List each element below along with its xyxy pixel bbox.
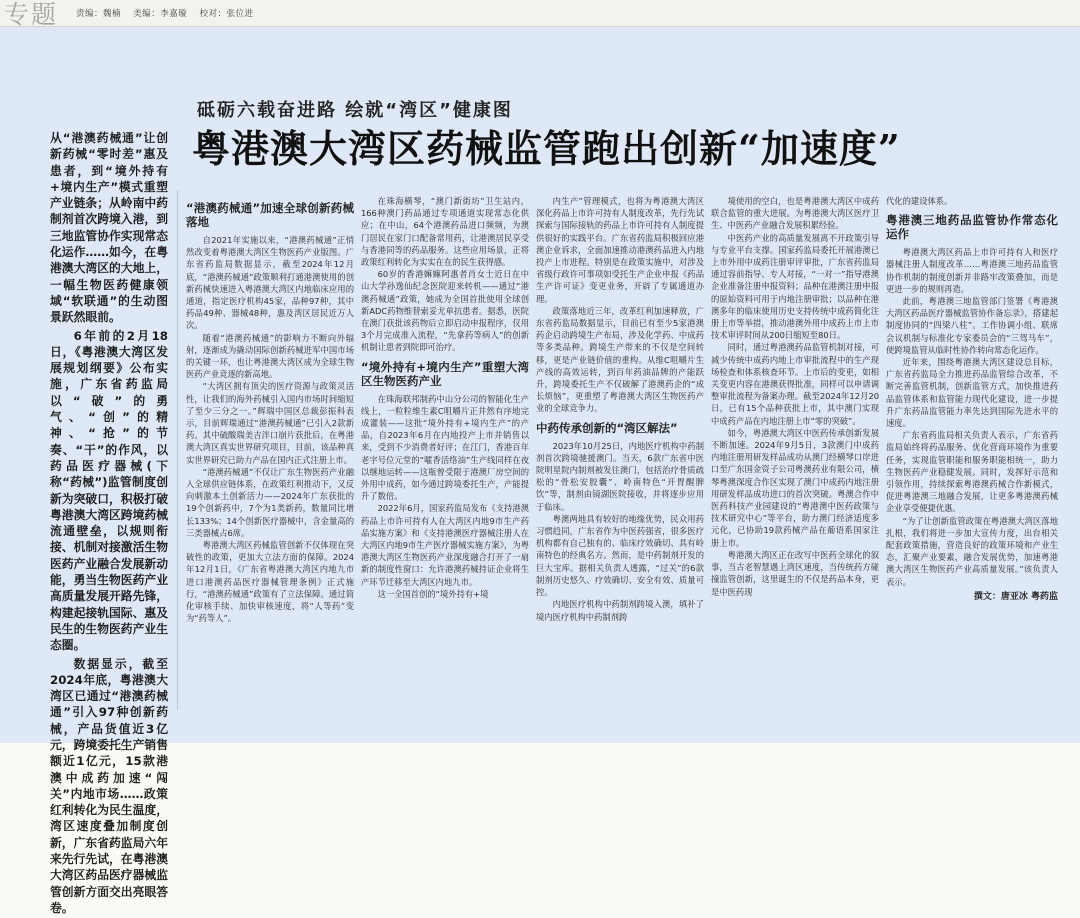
- body-paragraph: 粤港澳大湾区药械监管创新不仅体现在突破性的政策，更加大立法方面的保障。2024年12月1日，《广东省粤港澳大湾区内地九市进口港澳药品医疗器械管理条例》正式施行，“港澳药械通”政策有了立法保障。通过简化审核手续、加快审核速度，将“人等药”变为“药等人”。: [186, 540, 354, 624]
- body-column-5: [886, 195, 1058, 715]
- subheading-tri-region-collaboration: 粤港澳三地药品监管协作常态化运作: [886, 213, 1058, 242]
- article-headline: 粤港澳大湾区药械监管跑出创新“加速度”: [192, 126, 901, 171]
- body-column-3: [536, 195, 704, 715]
- editor-credit: 责编：魏楠: [76, 9, 122, 19]
- subheading-hk-macao-drug-device-access: “港澳药械通”加速全球创新药械落地: [186, 201, 354, 229]
- body-paragraph: 2023年10月25日，内地医疗机构中药制剂首次跨境驰援澳门。当天，6款广东省中医院明星院内制剂被发往澳门，包括治疗骨质疏松的“骨松安胶囊”、岭南特色“开胃醒脾饮”等，制剂由镜湖医院接收，并将逐步应用于临床。: [536, 440, 704, 512]
- body-paragraph: 自2021年实施以来，“港澳药械通”正悄然改变着粤港澳大湾区生物医药产业版图。广东省药监局数据显示，截至2024年12月底，“港澳药械通”政策顺利打通港澳使用的创新药械快速进入粤港澳大湾区内地临床应用的通道，指定医疗机构45家，品种97种，其中药品49种、器械48种，惠及湾区居民近万人次。: [186, 235, 354, 331]
- byline: 撰文：唐亚冰 粤药监: [973, 591, 1058, 602]
- body-paragraph: 60岁的香港嫲嫲阿惠者肖女士近日在中山大学孙逸仙纪念医院迎来转机——通过“港澳药械通”政策，她成为全国首批使用全球创新ADC药物维替索妥尤单抗患者。据悉，医院在澳门获批该药物后立即启动申报程序，仅用3个月完成准入流程，“先拿药等病人”的创新机制让患者到院即可治疗。: [361, 269, 529, 353]
- lead-paragraph: 从“港澳药械通”让创新药械“零时差”惠及患者，到“境外持有+境内生产”模式重塑产业链条；从岭南中药制剂首次跨境入港，到三地监管协作实现常态化运作……如今，在粤港澳大湾区的大地上，一幅生物医药健康领域“软联通”的生动图景跃然眼前。: [50, 131, 168, 325]
- body-paragraph: 如今，粤港澳大湾区中医药传承创新发展不断加速。2024年9月5日，3款澳门中成药内地注册用研发样品成功从澳门经横琴口岸进口至广东国金资子公司粤澳药业有限公司，横琴粤澳深度合作区实现了澳门中成药内地注册用研发样品成功进口的首次突破。粤澳合作中医药科技产业园建设的“粤港澳中医药政策与技术研究中心”等平台，助力澳门经济适度多元化，已协助19款药械产品在葡语系国家注册上市。: [711, 427, 879, 548]
- body-paragraph: 粤澳两地具有较好的地缘优势，民众用药习惯趋同，广东省作为中医药强省，很多医疗机构都有自己独有的、临床疗效确切、具有岭南特色的经典名方。然而，是中药制剂开发的巨大宝库。据相关负责人透露，“过关”的6款制剂历史悠久、疗效确切、安全有效、质量可控。: [536, 513, 704, 598]
- body-paragraph: “港澳药械通”不仅让广东生物医药产业融入全球供应链体系，在政策红利推动下，又反向刺激本土创新活力——2024年广东获批的19个创新药中，7个为1类新药，数量同比增长133%；14个创新医疗器械中，含金量高的三类器械占6席。: [186, 466, 354, 538]
- body-paragraph: 中医药产业的高质量发展离不开政策引导与专业平台支撑。国家药监局委托开展港澳已上市外用中成药注册审评审批，广东省药监局通过容前指导、专人对接，“一对一”指导港澳企业准备注册申报资料；品种在港澳注册申报的原始资料可用于内地注册审批；以品种在港澳多年的临床使用历史支持传统中成药简化注册上市等举措，推动港澳外用中成药上市上市技术审评时间从200日缩短至80日。: [711, 232, 879, 341]
- body-paragraph: 内地医疗机构中药制剂跨境入澳，填补了境内医疗机构中药制剂跨: [536, 599, 704, 622]
- body-paragraph: 随着“港澳药械通”的影响力不断向外辐射，逐渐成为撬动国际创新药械进军中国市场的关键一环，也让粤港澳大湾区成为全球生物医药产业竞逐的新高地。: [186, 332, 354, 380]
- lead-paragraph: 数据显示，截至2024年底，粤港澳大湾区已通过“港澳药械通”引入97种创新药械，产品货值近3亿元，跨境委托生产销售额近1亿元，15款港澳中成药加速“闯关”内地市场……政策红利转化为民生温度，湾区速度叠加制度创新，广东省药监局六年来先行先试，在粤港澳大湾区药品医疗器械监管创新方面交出亮眼答卷。: [50, 656, 168, 915]
- body-paragraph: 广东省药监局相关负责人表示，广东省药监局始终将药品服务、优化营商环境作为重要任务，实现监管职能和服务职能相统一，助力生物医药产业稳健发展。同时，发挥好示范和引领作用，持续探索粤港澳药械合作新模式，促进粤港澳三地融合发展，让更多粤港澳药械企业享受便捷优惠。: [886, 430, 1058, 514]
- body-paragraph: 在珠海横琴，“澳门新街坊”卫生站内，166种澳门药品通过专项通道实现常态化供应；在中山，64个港澳药品进口频频，为澳门居民在家门口配备常用药，让港澳居民享受与香港同等的药品服务。这些应用场景，正将政策红利转化为实实在在的民生获得感。: [361, 196, 529, 268]
- body-column-1: [186, 195, 354, 715]
- body-column-4: [711, 195, 879, 715]
- body-paragraph: 境使用的空白，也是粤港澳大湾区中成药联合监管的重大进展。为粤港澳大湾区医疗卫生、中医药产业融合发展积累经验。: [711, 196, 879, 231]
- page-header: [0, 0, 1080, 27]
- section-label: 专题: [4, 0, 59, 29]
- subheading-tcm-innovation: 中药传承创新的“湾区解法”: [536, 420, 678, 435]
- body-paragraph: 在珠海联邦制药中山分公司的智能化生产线上，一粒粒维生素C咀嚼片正井然有序地完成灌装——这批“境外持有+境内生产”的产品，自2023年6月在内地投产上市并销售以来，受到不少消费者好评；在江门，香港百年老字号位元堂的“嚯香活络油”生产线同样在夜以继地运转——这瓶曾受限于港澳厂房空间的外用中成药，如今通过跨境委托生产，产能提升了数倍。: [361, 393, 529, 502]
- lead-column: [50, 130, 168, 918]
- body-paragraph: 粤港澳大湾区正在改写中医药全球化的叙事，当古老智慧遇上湾区速度，当传统药方碰撞监管创新，这里诞生的不仅是药品本身，更是中医药现: [711, 549, 879, 597]
- body-column-2: [361, 195, 529, 715]
- body-paragraph: 粤港澳大湾区药品上市许可持有人和医疗器械注册人制度改革……粤港澳三地药品监管协作机制的制度创新并非路牢改策叠加，而是更进一步的规则再造。: [886, 247, 1058, 294]
- body-paragraph: “大湾区拥有顶尖的医疗资源与政策灵活性，让我们的海外药械引入国内市场时间缩短了至少三分之一。”辉瑞中国区总裁彭振科表示，目前辉瑞通过“港澳药械通”已引入2款新药。其中硫酸瑞美吉泮口崩片获批后，在粤港澳大湾区真实世界研究项目，目前，该品种真实世界研究已助力产品在国内正式注册上市。: [186, 381, 354, 465]
- proofreader-credit: 校对：张位进: [199, 9, 254, 19]
- body-paragraph: 近年来，围绕粤港澳大湾区建设总目标，广东省药监局全力推进药品监管综合改革，不断完善监管机制，创新监管方式，加快推进药品监管体系和监管能力现代化建设，进一步提升广东药品监管能力率先达到国际先进水平的速度。: [886, 357, 1058, 429]
- body-paragraph: 内生产”管理模式，也将为粤港澳大湾区深化药品上市许可持有人制度改革，先行先试探索与国际接轨的药品上市许可持有人制度提供很好的实践平台。广东省药监局积极回应港澳企业诉求，全面加速推动港澳药品进入内地投产上市进程。特别是在政策实施中，对涉及省级行政许可事项如受托生产企业申报《药品生产许可证》变更业务，开辟了专属通道办理。: [536, 196, 704, 304]
- body-paragraph: 这一全国首创的“境外持有+境: [377, 588, 489, 599]
- lead-paragraph: 6年前的2月18日，《粤港澳大湾区发展规划纲要》公布实施，广东省药监局以“破”的勇气、“创”的精神、“抢”的节奏、“干”的作风，以药品医疗器械(下称“药械”)监管制度创新为突破口，积极打破粤港澳大湾区跨境药械流通壁垒，以规则衔接、机制对接激活生物医药产业融合发展新动能，勇当生物医药产业高质量发展开路先锋，构建起接轨国际、惠及民生的生物医药产业生态圈。: [50, 328, 168, 653]
- body-paragraph: 代化的建设体系。: [886, 196, 953, 206]
- body-paragraph: “为了让创新监管政策在粤港澳大湾区落地扎根，我们将进一步加大宣传力度，出台相关配套政策措施，营造良好的政策环境和产业生态，汇聚产业要素，融合发展优势，加速粤港澳大湾区生物医药产业高质量发展。”该负责人表示。: [886, 515, 1058, 587]
- designer-credit: 美编：李嘉璇: [133, 9, 188, 19]
- subheading-cross-border-production: “境外持有+境内生产”重塑大湾区生物医药产业: [361, 359, 529, 388]
- staff-credits: [76, 7, 262, 19]
- body-paragraph: 同时，通过粤港澳药品监管机制对接，可减少传统中成药内地上市审批流程中的生产现场检查和体系核查环节。上市后的变更，如相关变更内容在港澳获得批准，同样可以申请调整审批流程为备案办理。截至2024年12月20日，已有15个品种获批上市，其中澳门实现中成药产品在内地注册上市“零的突破”。: [711, 342, 879, 426]
- body-paragraph: 政策落地近三年，改革红利加速释放，广东省药监局数据显示，目前已有至少5家港澳药企启动跨境生产布局，涉及化学药、中成药等多类品种。跨境生产带来的不仅是空间转移，更是产业链价值的重构。从维C咀嚼片生产线的高效运转，到百年药油品牌的产能跃升，跨境委托生产不仅破解了港澳药企的“成长烦恼”，更重塑了粤港澳大湾区生物医药产业的全球竞争力。: [536, 305, 704, 414]
- body-paragraph: 2022年6月，国家药监局发布《支持港澳药品上市许可持有人在大湾区内地9市生产药品实施方案》和《支持港澳医疗器械注册人在大湾区内地9市生产医疗器械实施方案》，为粤港澳大湾区生物医药产业深度融合打开了一扇新的制度性窗口：允许港澳药械持证企业将生产环节迁移至大湾区内地九市。: [361, 503, 529, 587]
- article-kicker: 砥砺六载奋进路 绘就“湾区”健康图: [197, 100, 513, 121]
- body-paragraph: 此前，粤港澳三地监管部门签署《粤港澳大湾区药品医疗器械监管协作备忘录》，搭建起制度协同的“四梁八柱”。工作协调小组、联席会议机制与标准化专家委员会的“三驾马车”，使跨境监管从临时性协作转向常态化运作。: [886, 296, 1058, 355]
- column-divider: [177, 190, 178, 710]
